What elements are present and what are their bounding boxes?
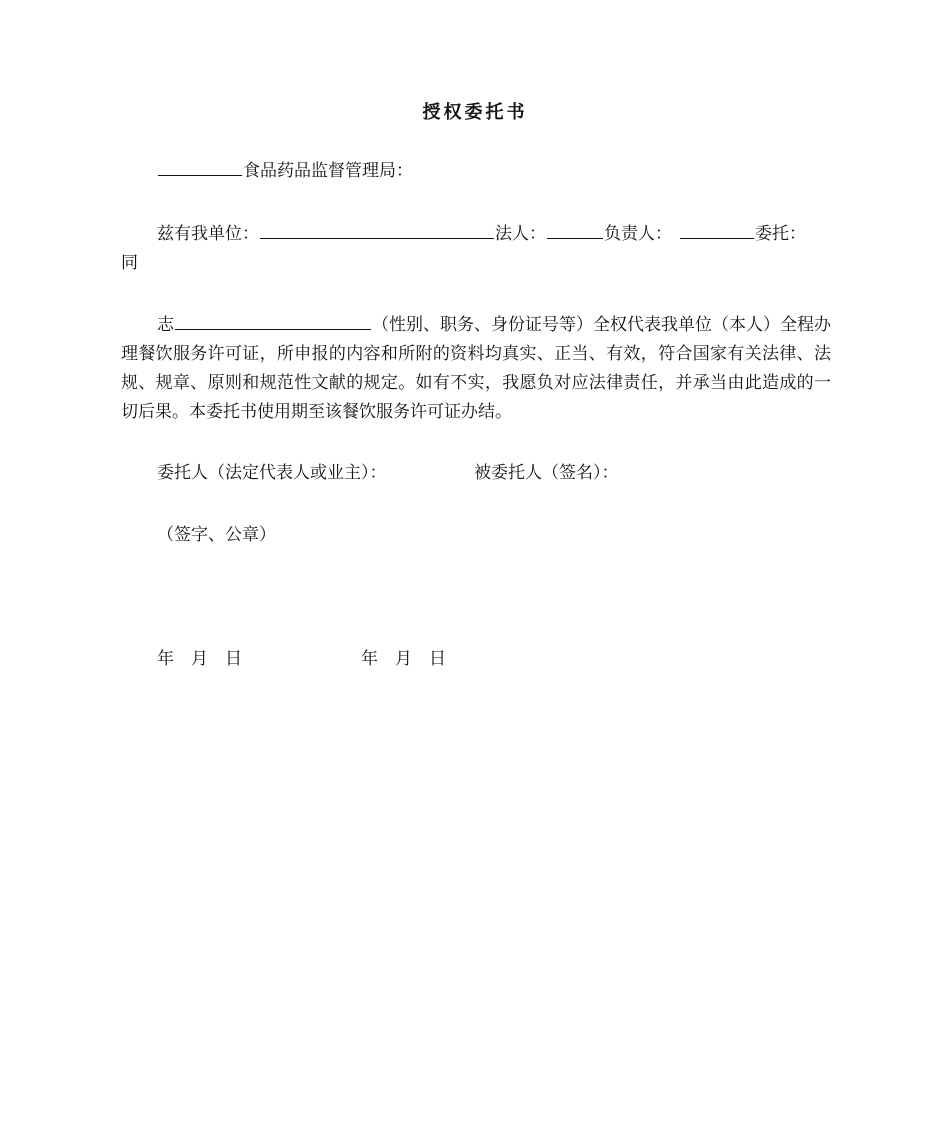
responsible-person-label: 负责人： [604, 224, 672, 244]
date-left: 年 月 日 [157, 649, 242, 669]
agent-name-blank[interactable] [175, 311, 371, 330]
responsible-person-blank[interactable] [680, 220, 754, 239]
unit-line [157, 220, 806, 249]
entrust-label: 委托： [755, 224, 806, 244]
document-title: 授权委托书 [422, 102, 528, 123]
addressee-line [157, 157, 413, 186]
legal-person-blank[interactable] [547, 220, 603, 239]
addressee-text: 食品药品监督管理局： [243, 161, 413, 181]
unit-line-wrap: 同 [121, 253, 138, 273]
paragraph-start: 志 [157, 315, 174, 335]
legal-person-label: 法人： [495, 224, 546, 244]
principal-signature-label: 委托人（法定代表人或业主）： [157, 463, 387, 483]
date-right: 年 月 日 [361, 649, 446, 669]
agent-signature-label: 被委托人（签名）： [474, 463, 619, 483]
paragraph-body: （性别、职务、身份证号等）全权代表我单位（本人）全程办理餐饮服务许可证，所申报的内容和所附的资料均真实、正当、有效，符合国家有关法律、法规、规章、原则和规范性文献的规定。如有不实，我愿负对应法律责任，并承当由此造成的一切后果。本委托书使用期至该餐饮服务许可证办结。 [121, 315, 831, 422]
authorization-paragraph [121, 311, 831, 427]
unit-label: 兹有我单位： [157, 224, 259, 244]
seal-note: （签字、公章） [157, 525, 276, 545]
addressee-blank[interactable] [158, 157, 242, 176]
unit-blank[interactable] [260, 220, 494, 239]
